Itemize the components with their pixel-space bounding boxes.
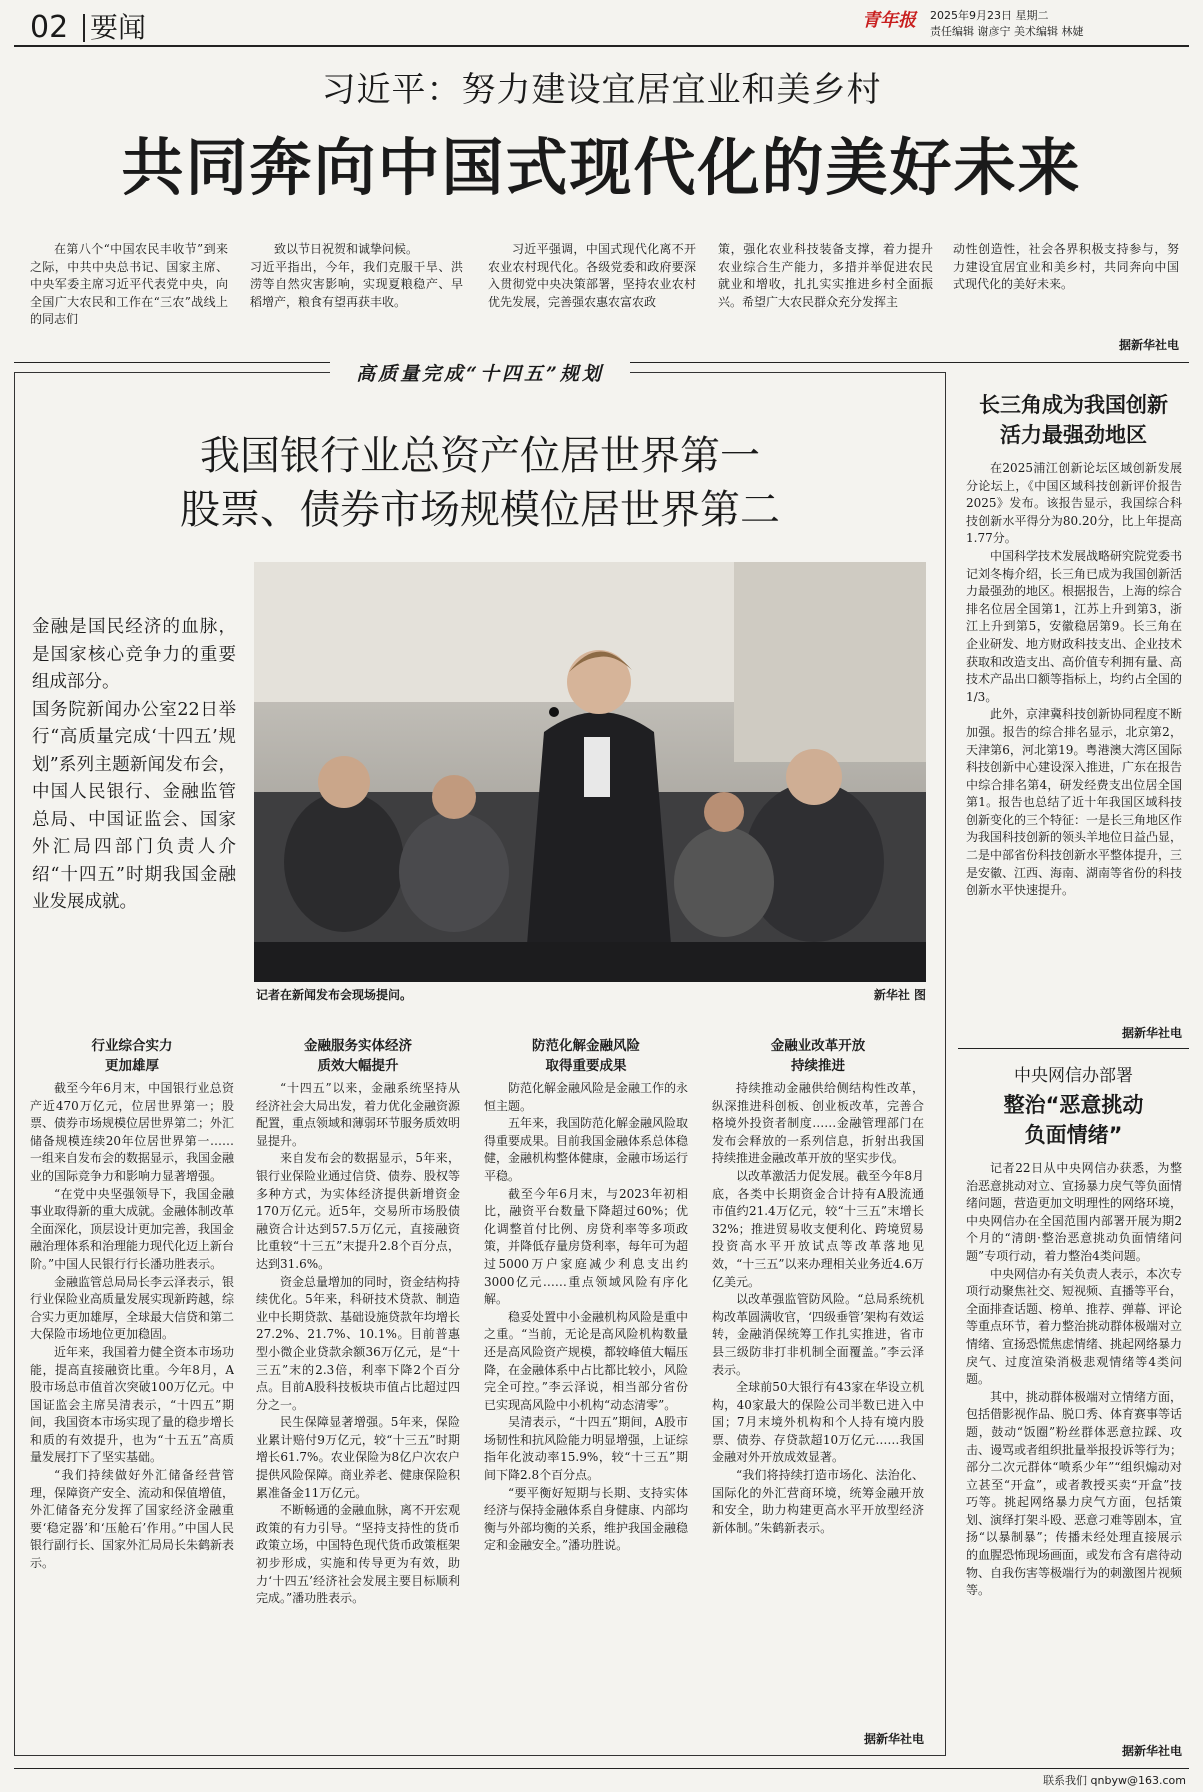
- sidebar-2-credit: 据新华社电: [1121, 1744, 1182, 1758]
- section-1-title-2: 更加雄厚: [105, 1058, 159, 1074]
- editor-credits: 责任编辑 谢彦宁 美术编辑 林婕: [930, 25, 1084, 38]
- paragraph: 以改革强监管防风险。“总局系统机构改革圆满收官，‘四级垂管’架构有效运转，金融消保统筹工作扎实推进，省市县三级防非打非机制全面覆盖。”李云泽表示。: [712, 1292, 924, 1377]
- section-4-title-1: 金融业改革开放: [770, 1038, 866, 1054]
- paragraph: 资金总量增加的同时，资金结构持续优化。5年来，科研技术贷款、制造业中长期贷款、基础设施贷款年均增长27.2%、21.7%、10.1%。目前普惠型小微企业贷款余额36万亿元，是“十三五”末的2.3倍，利率下降2个百分点。目前A股科技板块市值占比超过四分之一。: [256, 1274, 460, 1412]
- lead-credit: 据新华社电: [1118, 338, 1179, 352]
- sidebar-2-kicker: 中央网信办部署: [1014, 1066, 1133, 1086]
- photo-illustration: [254, 562, 926, 982]
- paragraph: 以改革激活力促发展。截至今年8月底，各类中长期资金合计持有A股流通市值约21.4万亿元，较“十三五”末增长32%；推进贸易收支便利化、跨境贸易投资高水平开放试点等改革落地见效，“十三五”以来办理相关业务近4.6万亿美元。: [712, 1168, 924, 1289]
- sidebar-2-headline-1: 整治“恶意挑动: [1003, 1093, 1144, 1117]
- sidebar-1-body: [966, 460, 1182, 1022]
- section-3-title-1: 防范化解金融风险: [532, 1038, 640, 1054]
- sidebar-1-credit: 据新华社电: [1121, 1026, 1182, 1040]
- banking-intro-body: 国务院新闻办公室22日举行“高质量完成‘十四五’规划”系列主题新闻发布会，中国人民银行、金融监管总局、中国证监会、国家外汇局四部门负责人介绍“十四五”时期我国金融业发展成就。: [32, 699, 236, 912]
- lead-col-1: 在第八个“中国农民丰收节”到来之际，中共中央总书记、国家主席、中央军委主席习近平代表党中央，向全国广大农民和工作在“三农”战线上的同志们: [30, 242, 228, 327]
- paragraph: 中国科学技术发展战略研究院党委书记刘冬梅介绍，长三角已成为我国创新活力最强劲的地区。根据报告，上海的综合排名位居全国第1，江苏上升到第3，浙江上升到第5，安徽稳居第9。长三角在企业研发、地方财政科技支出、企业技术获取和改造支出、高价值专利拥有量、高技术产品出口额等指标上，均约占全国的1/3。: [966, 548, 1182, 704]
- paragraph: 近年来，我国着力健全资本市场功能，提高直接融资比重。今年8月，A股市场总市值首次突破100万亿元。中国证监会主席吴清表示，“十四五”期间，我国资本市场实现了量的稳步增长和质的有效提升，也为“十五五”高质量发展打下了坚实基础。: [30, 1344, 234, 1465]
- banking-intro-lead: 金融是国民经济的血脉，是国家核心竞争力的重要组成部分。: [32, 617, 236, 692]
- section-3-title-2: 取得重要成果: [545, 1058, 627, 1074]
- section-2-title-2: 质效大幅提升: [317, 1058, 399, 1074]
- paragraph: 全球前50大银行有43家在华设立机构，40家最大的保险公司半数已进入中国；7月末境外机构和个人持有境内股票、债券、存贷款超10万亿元……我国金融对外开放成效显著。: [712, 1380, 924, 1465]
- newspaper-logo: 青年报: [862, 10, 916, 31]
- paragraph: “十四五”以来，金融系统坚持从经济社会大局出发，着力优化金融资源配置，重点领域和薄弱环节服务质效明显提升。: [256, 1081, 460, 1148]
- paragraph: 来自发布会的数据显示，5年来，银行业保险业通过信贷、债券、股权等多种方式，为实体经济提供新增资金170万亿元。近5年，交易所市场股债融资合计达到57.5万亿元，直接融资比重较“十三五”末提升2.8个百分点，达到31.6%。: [256, 1151, 460, 1271]
- paragraph: 记者22日从中央网信办获悉，为整治恶意挑动对立、宣扬暴力戾气等负面情绪问题，营造更加文明理性的网络环境，中央网信办在全国范围内部署开展为期2个月的“清朗·整治恶意挑动负面情绪问题”专项行动，着力整治4类问题。: [966, 1161, 1182, 1263]
- series-label: 高质量完成“十四五”规划: [356, 363, 604, 385]
- header-divider: [83, 14, 85, 42]
- footer-rule: [14, 1768, 1189, 1769]
- banking-section-3: [484, 1036, 688, 1748]
- sidebar-2-body: [966, 1160, 1182, 1740]
- paragraph: 不断畅通的金融血脉，离不开宏观政策的有力引导。“坚持支持性的货币政策立场，中国特色现代货币政策框架初步形成，实施和传导更为有效，助力‘十四五’经济社会发展主要目标顺利完成。”潘功胜表示。: [256, 1503, 460, 1606]
- paragraph: 金融监管总局局长李云泽表示，银行业保险业高质量发展实现新跨越，综合实力更加雄厚，全球最大信贷和第二大保险市场地位更加稳固。: [30, 1274, 234, 1342]
- page-number: 02: [30, 10, 69, 45]
- paragraph: 吴清表示，“十四五”期间，A股市场韧性和抗风险能力明显增强，上证综指年化波动率15.9%，较“十三五”期间下降2.8个百分点。: [484, 1415, 688, 1483]
- issue-date: 2025年9月23日 星期二: [930, 9, 1049, 22]
- paragraph: 截至今年6月末，中国银行业总资产近470万亿元，位居世界第一；股票、债券市场规模位居世界第二；外汇储备规模连续20年位居世界第一……一组来自发布会的数据显示，我国金融业的国际竞争力和影响力显著增强。: [30, 1081, 234, 1183]
- banking-intro: [32, 614, 236, 954]
- paragraph: 中央网信办有关负责人表示，本次专项行动聚焦社交、短视频、直播等平台，全面排查话题、榜单、推荐、弹幕、评论等重点环节，着力整治挑动群体极端对立情绪、宣扬恐慌焦虑情绪、挑起网络暴力戾气、过度渲染消极悲观情绪等4类问题。: [966, 1266, 1182, 1387]
- paragraph: “在党中央坚强领导下，我国金融事业取得新的重大成就。金融体制改革全面深化，顶层设计更加完善，我国金融治理体系和治理能力现代化迈上新台阶。”中国人民银行行长潘功胜表示。: [30, 1186, 234, 1271]
- lead-col-3: 习近平强调，中国式现代化离不开农业农村现代化。各级党委和政府要深入贯彻党中央决策部署，坚持农业农村优先发展，完善强农惠农富农政: [488, 242, 696, 309]
- paragraph: “我们将持续打造市场化、法治化、国际化的外汇营商环境，统筹金融开放和安全，助力构建更高水平开放型经济新体制。”朱鹤新表示。: [712, 1468, 924, 1535]
- sidebar-1-headline-1: 长三角成为我国创新: [979, 393, 1168, 417]
- section-title: 要闻: [90, 11, 147, 44]
- banking-section-1: [30, 1036, 234, 1748]
- paragraph: 其中，挑动群体极端对立情绪方面，包括借影视作品、脱口秀、体育赛事等话题，鼓动“饭圈”粉丝群体恶意拉踩、攻击、谩骂或者组织批量举报投诉等行为；部分二次元群体“喷系少年”“组织煽动对立甚至“开盒”，或者教授买卖“开盒”技巧等。挑起网络暴力戾气方面，包括策划、演绎打架斗殴、恶意刁难等剧本，宣扬“以暴制暴”；传播未经处理直接展示的血腥恐怖现场画面，或发布含有虐待动物、自我伤害等极端行为的刺激图片视频等。: [966, 1389, 1182, 1598]
- banking-credit: 据新华社电: [863, 1732, 924, 1746]
- banking-section-4: [712, 1036, 924, 1726]
- paragraph: 民生保障显著增强。5年来，保险业累计赔付9万亿元，较“十三五”时期增长61.7%。农业保险为8亿户次农户提供风险保障。商业养老、健康保险积累准备金11万亿元。: [256, 1415, 460, 1500]
- paragraph: 在2025浦江创新论坛区域创新发展分论坛上，《中国区域科技创新评价报告2025》发布。该报告显示，我国综合科技创新水平得分为80.20分，比上年提高1.77分。: [966, 461, 1182, 546]
- lead-headline: 共同奔向中国式现代化的美好未来: [121, 131, 1082, 204]
- section-2-title-1: 金融服务实体经济: [304, 1038, 412, 1054]
- press-conference-photo: [254, 562, 926, 982]
- lead-col-4: 策，强化农业科技装备支撑，着力提升农业综合生产能力，多措并举促进农民就业和增收，扎扎实实推进乡村全面振兴。希望广大农民群众充分发挥主: [718, 242, 933, 309]
- section-4-title-2: 持续推进: [791, 1058, 845, 1074]
- header-rule: [14, 45, 1189, 47]
- paragraph: 持续推动金融供给侧结构性改革，纵深推进科创板、创业板改革，完善合格境外投资者制度……金融管理部门在发布会释放的一系列信息，折射出我国持续推进金融改革开放的坚实步伐。: [712, 1081, 924, 1166]
- sidebar-divider: [958, 1048, 1189, 1049]
- lead-col-5: 动性创造性，社会各界积极支持参与，努力建设宜居宜业和美乡村，共同奔向中国式现代化的美好未来。: [953, 242, 1179, 292]
- paragraph: “要平衡好短期与长期、支持实体经济与保持金融体系自身健康、内部均衡与外部均衡的关系，维护我国金融稳定和金融安全。”潘功胜说。: [484, 1485, 688, 1553]
- sidebar-2-headline-2: 负面情绪”: [1024, 1123, 1123, 1147]
- paragraph: 防范化解金融风险是金融工作的永恒主题。: [484, 1081, 688, 1113]
- sidebar-1-headline-2: 活力最强劲地区: [1000, 423, 1147, 447]
- footer-contact: 联系我们 qnbyw@163.com: [1043, 1774, 1186, 1787]
- series-label-wrap: [330, 360, 630, 388]
- lead-kicker: 习近平：努力建设宜居宜业和美乡村: [321, 70, 882, 110]
- paragraph: 截至今年6月末，与2023年初相比，融资平台数量下降超过60%；优化调整首付比例、房贷利率等多项政策，并降低存量房贷利率，每年可为超过5000万户家庭减少利息支出约3000亿元……重点领域风险有序化解。: [484, 1186, 688, 1307]
- lead-col-2: 致以节日祝贺和诚挚问候。 习近平指出，今年，我们克服干旱、洪涝等自然灾害影响，实现夏粮稳产、早稻增产，粮食有望再获丰收。: [250, 242, 463, 309]
- section-1-title-1: 行业综合实力: [91, 1038, 173, 1054]
- photo-caption: 记者在新闻发布会现场提问。: [256, 988, 413, 1002]
- photo-credit: 新华社 图: [873, 988, 926, 1002]
- banking-headline-2: 股票、债券市场规模位居世界第二: [180, 487, 780, 533]
- paragraph: 稳妥处置中小金融机构风险是重中之重。“当前，无论是高风险机构数量还是高风险资产规模，都较峰值大幅压降，在金融体系中占比都比较小，风险完全可控。”李云泽说，相当部分省份已实现高风险中小机构“动态清零”。: [484, 1309, 688, 1412]
- banking-section-2: [256, 1036, 460, 1748]
- banking-headline-1: 我国银行业总资产位居世界第一: [200, 433, 760, 479]
- paragraph: 五年来，我国防范化解金融风险取得重要成果。目前我国金融体系总体稳健，金融机构整体健康，金融市场运行平稳。: [484, 1116, 688, 1183]
- paragraph: “我们持续做好外汇储备经营管理，保障资产安全、流动和保值增值，外汇储备充分发挥了国家经济金融重要‘稳定器’和‘压舱石’作用。”中国人民银行副行长、国家外汇局局长朱鹤新表示。: [30, 1468, 234, 1571]
- paragraph: 此外，京津冀科技创新协同程度不断加强。报告的综合排名显示，北京第2，天津第6，河北第19。粤港澳大湾区国际科技创新中心建设深入推进，广东在报告中综合排名第4，研发经费支出位居全国第1。报告也总结了近十年我国区域科技创新变化的三个特征：一是长三角地区作为我国科技创新的领头羊地位日益凸显，二是中部省份科技创新水平整体提升，三是安徽、江西、海南、湖南等省份的科技创新水平快速提升。: [966, 707, 1182, 898]
